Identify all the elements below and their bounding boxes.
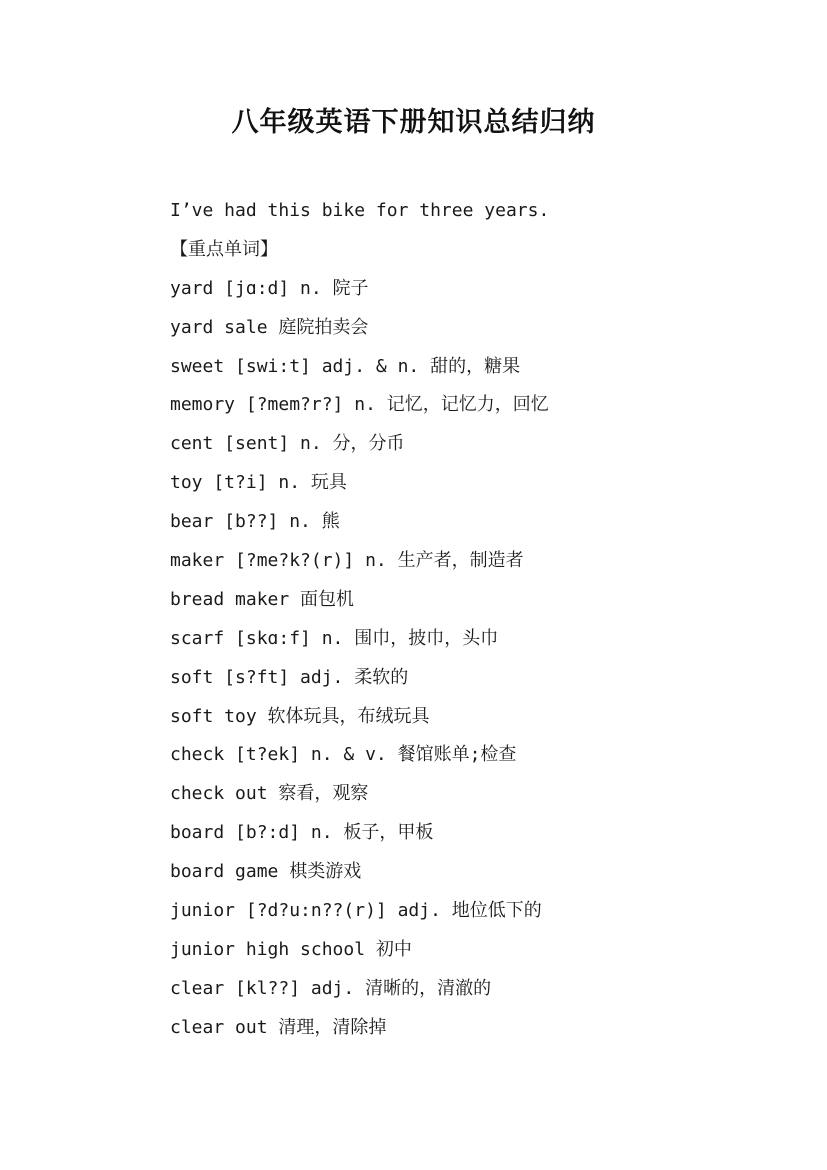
vocab-entry: check [t?ek] n. & v. 餐馆账单;检查: [170, 744, 517, 766]
vocab-entry: maker [?me?k?(r)] n. 生产者，制造者: [170, 550, 524, 572]
vocab-entry: board game 棋类游戏: [170, 861, 362, 883]
vocab-entry: junior high school 初中: [170, 938, 412, 960]
vocab-entry: sweet [swi:t] adj. & n. 甜的，糖果: [170, 355, 521, 377]
vocab-entry: bear [b??] n. 熊: [170, 511, 340, 533]
vocab-entry: soft [s?ft] adj. 柔软的: [170, 666, 409, 688]
vocab-entry: toy [t?i] n. 玩具: [170, 472, 347, 494]
section-heading: 【重点单词】: [170, 238, 278, 260]
vocab-entry: bread maker 面包机: [170, 588, 355, 610]
vocab-entry: yard sale 庭院拍卖会: [170, 316, 369, 338]
vocab-entry: check out 察看，观察: [170, 783, 369, 805]
vocab-entry: clear [kl??] adj. 清晰的，清澈的: [170, 977, 492, 999]
vocab-entry: cent [sent] n. 分，分币: [170, 433, 405, 455]
vocab-entry: clear out 清理，清除掉: [170, 1016, 387, 1038]
vocab-entry: soft toy 软体玩具，布绒玩具: [170, 705, 430, 727]
text-line: I’ve had this bike for three years.: [170, 200, 550, 221]
vocab-entry: board [b?:d] n. 板子，甲板: [170, 822, 434, 844]
document-title: 八年级英语下册知识总结归纳: [231, 107, 596, 138]
vocabulary-list: [170, 196, 790, 1052]
vocab-entry: scarf [skɑ:f] n. 围巾，披巾，头巾: [170, 627, 499, 649]
vocab-entry: yard [jɑ:d] n. 院子: [170, 277, 369, 299]
vocab-entry: junior [?d?u:n??(r)] adj. 地位低下的: [170, 900, 542, 922]
vocab-entry: memory [?mem?r?] n. 记忆，记忆力，回忆: [170, 394, 549, 416]
